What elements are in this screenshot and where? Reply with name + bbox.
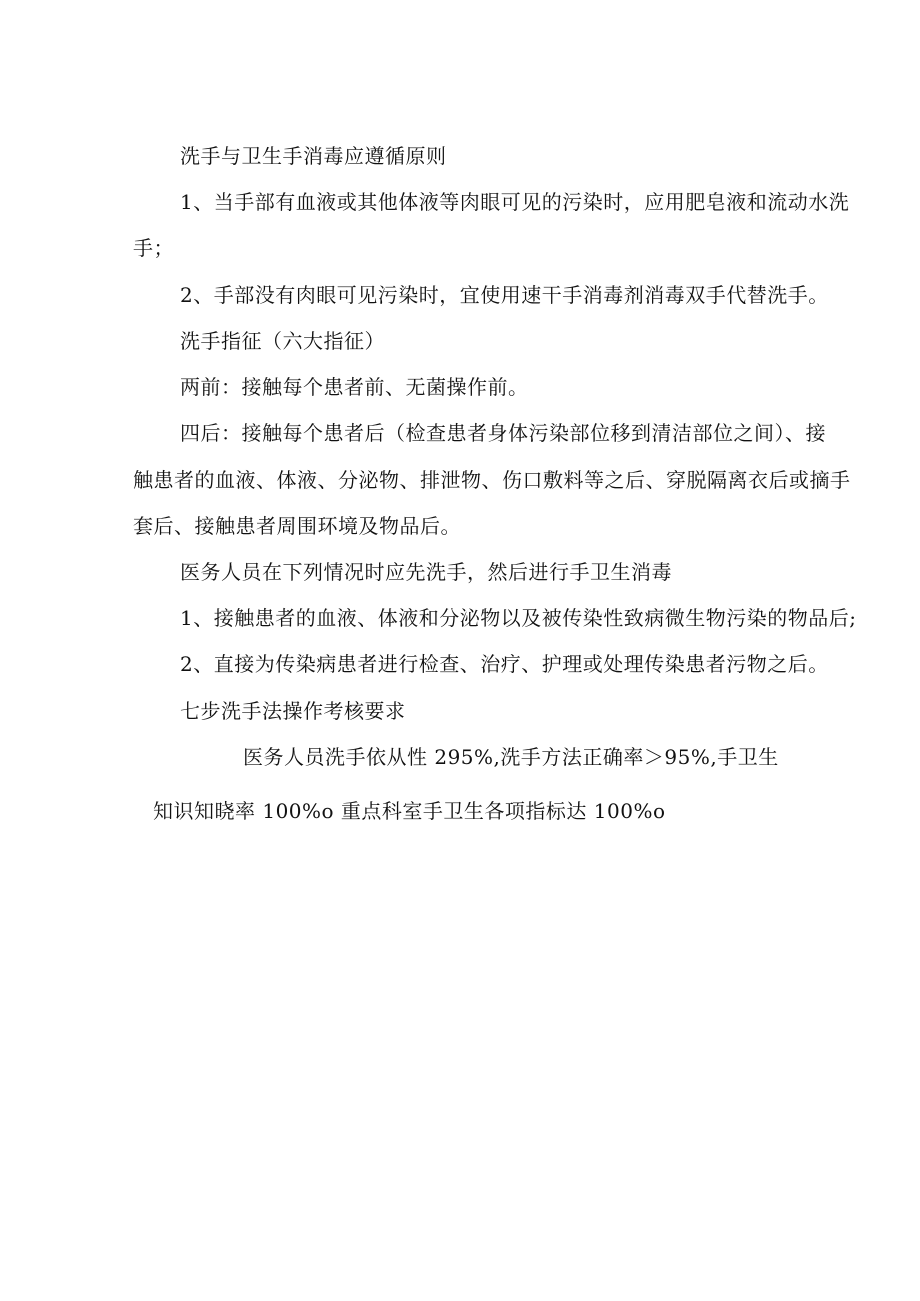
heading-staff-situations: 医务人员在下列情况时应先洗手，然后进行手卫生消毒: [180, 560, 672, 584]
paragraph-line: 2、直接为传染病患者进行检查、治疗、护理或处理传染患者污物之后。: [180, 652, 829, 676]
paragraph-line: 1、当手部有血液或其他体液等肉眼可见的污染时，应用肥皂液和流动水洗: [180, 190, 850, 214]
paragraph-line: 医务人员洗手依从性 295%,洗手方法正确率＞95%,手卫生: [243, 745, 779, 769]
paragraph-line: 1、接触患者的血液、体液和分泌物以及被传染性致病微生物污染的物品后;: [180, 606, 857, 630]
paragraph-line: 两前：接触每个患者前、无菌操作前。: [180, 375, 529, 399]
heading-handwashing-principles: 洗手与卫生手消毒应遵循原则: [180, 144, 447, 168]
paragraph-line: 知识知晓率 100%o 重点科室手卫生各项指标达 100%o: [153, 799, 666, 823]
paragraph-line: 四后：接触每个患者后（检查患者身体污染部位移到清洁部位之间）、接: [180, 421, 826, 445]
heading-handwashing-indications: 洗手指征（六大指征）: [180, 329, 385, 353]
paragraph-line: 2、手部没有肉眼可见污染时，宜使用速干手消毒剂消毒双手代替洗手。: [180, 283, 829, 307]
paragraph-line: 套后、接触患者周围环境及物品后。: [133, 514, 461, 538]
paragraph-line: 手；: [133, 236, 174, 260]
heading-seven-step-requirements: 七步洗手法操作考核要求: [180, 699, 406, 723]
paragraph-line: 触患者的血液、体液、分泌物、排泄物、伤口敷料等之后、穿脱隔离衣后或摘手: [133, 468, 851, 492]
